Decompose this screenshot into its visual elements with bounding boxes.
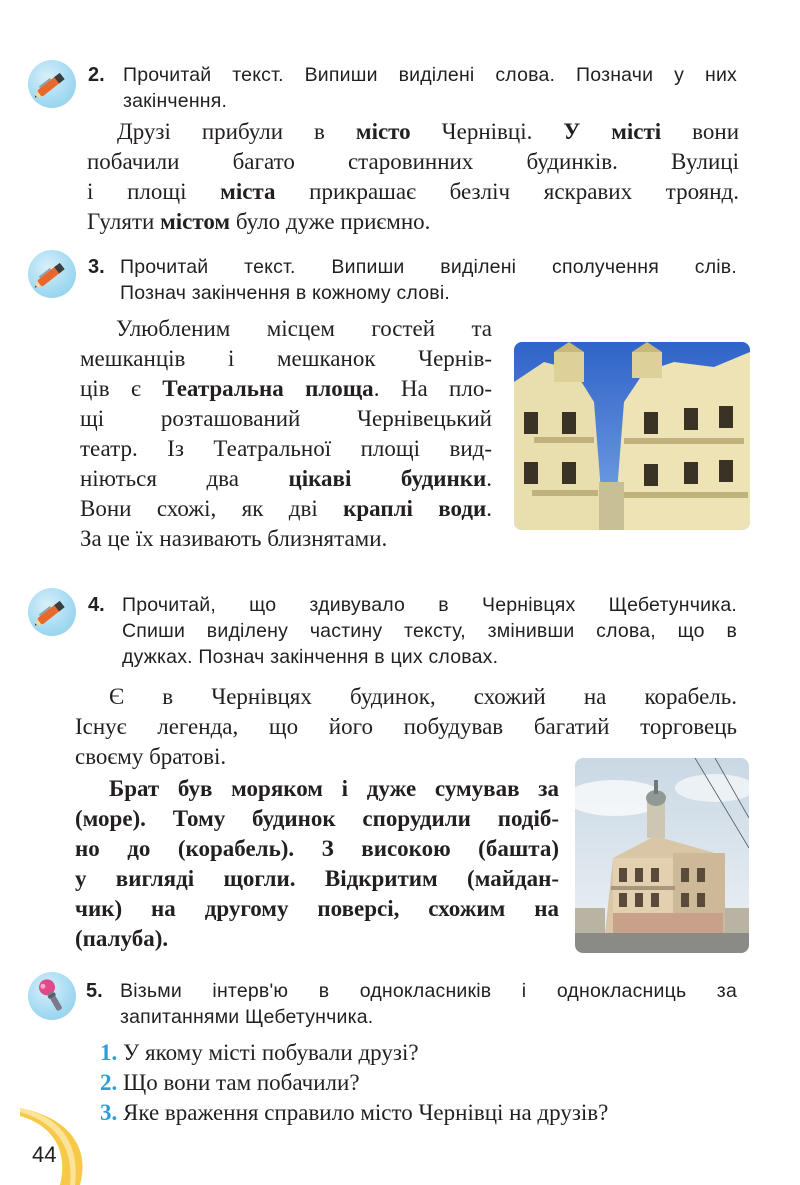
list-item: 1. У якому місті побували друзі?: [100, 1040, 419, 1065]
task-instruction: закінчення.: [123, 90, 228, 112]
twin-buildings-photo: [514, 342, 750, 530]
text-line: своєму братові.: [75, 744, 227, 769]
questions-list: [100, 1038, 760, 1128]
text-line: (море). Тому будинок спорудили подіб-: [75, 806, 559, 831]
task-number: 4.: [88, 594, 105, 616]
task4-bold-text: [75, 774, 559, 954]
text-line: у вигляді щогли. Відкритим (майдан-: [75, 866, 559, 891]
task-instruction: Прочитай текст. Випиши виділені слова. Позначи у них: [123, 64, 737, 86]
text-line: ніються два цікаві будинки.: [80, 466, 492, 491]
text-line: (палуба).: [75, 926, 169, 951]
task-instruction: Познач закінчення в кожному слові.: [120, 282, 450, 304]
list-item: 3. Яке враження справило місто Чернівці на друзів?: [100, 1100, 609, 1125]
task-instruction: запитаннями Щебетунчика.: [120, 1006, 374, 1028]
task-number: 3.: [88, 256, 105, 278]
list-item: 2. Що вони там побачили?: [100, 1070, 360, 1095]
text-line: Друзі прибули в місто Чернівці. У місті вони: [117, 119, 739, 144]
microphone-icon: [28, 972, 76, 1020]
pen-icon: [28, 250, 76, 298]
text-line: За це їх називають близнятами.: [80, 526, 388, 551]
pen-icon: [28, 588, 76, 636]
text-line: чик) на другому поверсі, схожим на: [75, 896, 559, 921]
task-instruction: Прочитай текст. Випиши виділені сполучення слів.: [120, 256, 737, 278]
task-number: 5.: [86, 980, 103, 1002]
text-line: і площі міста прикрашає безліч яскравих троянд.: [87, 179, 740, 204]
text-line: Вони схожі, як дві краплі води.: [80, 496, 492, 521]
text-line: театр. Із Театральної площі вид-: [80, 436, 492, 461]
text-line: ців є Театральна площа. На пло-: [80, 376, 493, 401]
text-line: мешканців і мешканок Чернів-: [80, 346, 492, 371]
text-line: Є в Чернівцях будинок, схожий на корабель.: [109, 684, 737, 709]
task-instruction: Спиши виділену частину тексту, змінивши слова, що в: [122, 620, 737, 642]
task2-text: [87, 117, 739, 237]
ship-house-photo: [575, 758, 749, 953]
task-instruction: дужках. Познач закінчення в цих словах.: [122, 646, 499, 668]
text-line: Гуляти містом було дуже приємно.: [87, 209, 431, 234]
task-instruction: Візьми інтерв'ю в однокласників і однокласниць за: [120, 980, 737, 1002]
text-line: щі розташований Чернівецький: [80, 406, 492, 431]
text-line: но до (корабель). З високою (башта): [75, 836, 559, 861]
task3-text: [80, 314, 492, 554]
task-instruction: Прочитай, що здивувало в Чернівцях Щебетунчика.: [122, 594, 737, 616]
text-line: Брат був моряком і дуже сумував за: [109, 776, 559, 801]
pen-icon: [28, 60, 76, 108]
text-line: побачили багато старовинних будинків. Вулиці: [87, 149, 739, 174]
page-number: 44: [32, 1142, 57, 1167]
task-number: 2.: [88, 64, 105, 86]
text-line: Існує легенда, що його побудував багатий торговець: [75, 714, 737, 739]
text-line: Улюбленим місцем гостей та: [116, 316, 492, 341]
